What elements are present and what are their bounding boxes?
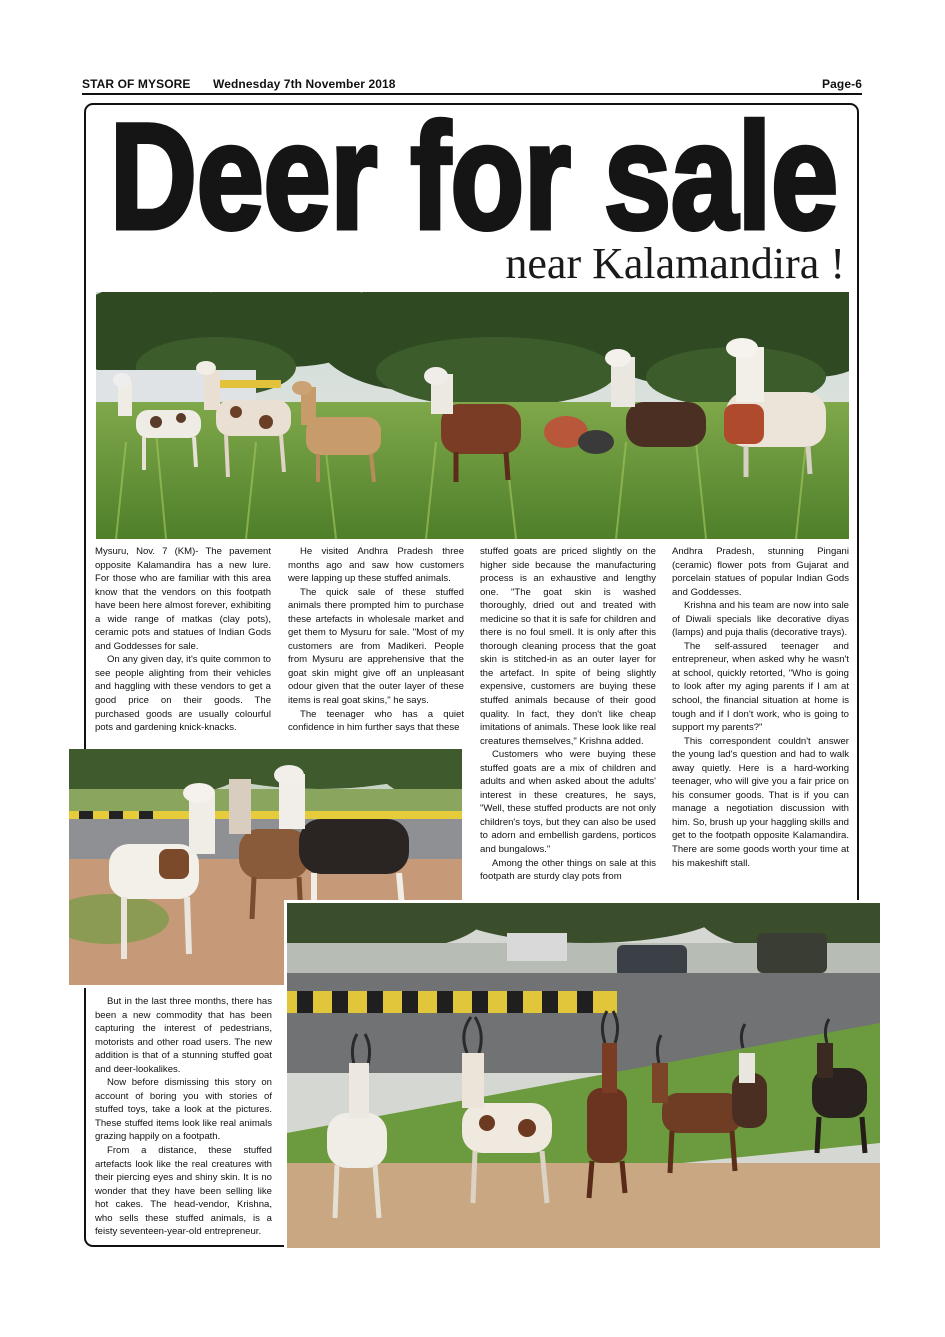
masthead <box>82 77 862 93</box>
column-1-paragraph-1: Mysuru, Nov. 7 (KM)- The pavement opposite Kalamandira has a new lure. For those who are familiar with this area know that the vendors on this footpath have been here almost forever, exhibiting a wide range of matkas (clay pots), ceramic pots and statues of Indian Gods and Goddesses for sale. <box>95 546 271 652</box>
column-4-paragraph-1: Andhra Pradesh, stunning Pingani (ceramic) flower pots from Gujarat and porcelain statues of popular Indian Gods and Goddesses. <box>672 546 849 598</box>
column-1b-paragraph-3: From a distance, these stuffed artefacts look like the real creatures with their piercing eyes and shiny skin. It is no wonder that they have been selling like hot cakes. The head-vendor, Krishna, who sells these stuffed animals, is a feisty seventeen-year-old entrepreneur. <box>95 1145 272 1238</box>
newspaper-name: STAR OF MYSORE <box>82 77 191 91</box>
column-1-paragraph-2: On any given day, it's quite common to see people alighting from their vehicles and haggling with these vendors to get a good price on their goods. The purchased goods are usually colourful pots and gardening knick-knacks. <box>95 654 271 734</box>
column-1b-paragraph-2: Now before dismissing this story on account of boring you with stories of stuffed toys, take a look at the pictures. These stuffed items look like real animals grazing happily on a footpath. <box>95 1077 272 1143</box>
column-4-paragraph-3: The self-assured teenager and entrepreneur, when asked why he wasn't at school, quickly retorted, "Who is going to look after my aging parents if I am at school, the financial situation at home is tough and if I don't work, who is going to support my parents?" <box>672 640 849 734</box>
page-number: Page-6 <box>822 77 862 91</box>
column-4-paragraph-4: This correspondent couldn't answer the young lad's question and had to walk away quietly. Here is a hard-working teenager, who will give you a fair price on his consumer goods. That is if you can manage a negotiation discussion with him. So, brush up your haggling skills and get to the footpath opposite Kalamandira. There are some goods worth your time at his makeshift stall. <box>672 735 849 869</box>
masthead-rule <box>82 93 862 95</box>
article-column-1-continued <box>95 995 272 1239</box>
article-column-1 <box>95 545 271 735</box>
column-2-paragraph-2: The quick sale of these stuffed animals there prompted him to purchase these artefacts in wholesale market and get them to Mysuru for sale. "Most of my customers are from Madikeri. People from Mysuru are apprehensive that the goat skin might give off an unpleasant odour given that the outer layer of these items is real goat skins," he says. <box>288 586 464 707</box>
issue-date: Wednesday 7th November 2018 <box>213 77 396 91</box>
column-3-paragraph-3: Among the other things on sale at this footpath are sturdy clay pots from <box>480 857 656 883</box>
column-1b-paragraph-1: But in the last three months, there has been a new commodity that has been capturing the interest of pedestrians, motorists and other road users. The new addition is that of a stunning stuffed goat and deer-lookalikes. <box>95 996 272 1075</box>
article-column-2 <box>288 545 464 735</box>
column-3-paragraph-1: stuffed goats are priced slightly on the higher side because the manufacturing process is an exhaustive and lengthy one. "The goat skin is washed thoroughly, dried out and treated with medicine so that it is safe for children and there is no foul smell. It is only after this thorough cleaning process that the goat skin is stitched-in as an outer layer for the artefact. In spite of being slightly expensive, customers are buying these stuffed animals because of their good quality. In fact, they don't like cheap imitations of animals. These look like real creatures themselves," Krishna added. <box>480 546 656 747</box>
column-2-paragraph-3: The teenager who has a quiet confidence in him further says that these <box>288 708 464 734</box>
photo-stuffed-goats-grass <box>96 292 849 539</box>
subheadline: near Kalamandira ! <box>505 239 845 288</box>
column-3-paragraph-2: Customers who were buying these stuffed goats are a mix of children and adults and when asked about the adults' interest in these creatures, he says, "Well, these stuffed products are not only children's toys, but they can also be used to adorn and embellish gardens, porticos and bungalows." <box>480 749 656 856</box>
headline-text: Deer for sale <box>110 100 838 250</box>
article-column-3 <box>480 545 656 884</box>
photo-stuffed-deer-road-verge <box>284 900 880 1248</box>
article-column-4 <box>672 545 849 870</box>
headline <box>98 100 850 250</box>
column-2-paragraph-1: He visited Andhra Pradesh three months ago and saw how customers were lapping up these stuffed animals. <box>288 546 464 585</box>
column-4-paragraph-2: Krishna and his team are now into sale of Diwali specials like decorative diyas (lamps) and puja thalis (decorative trays). <box>672 600 849 639</box>
